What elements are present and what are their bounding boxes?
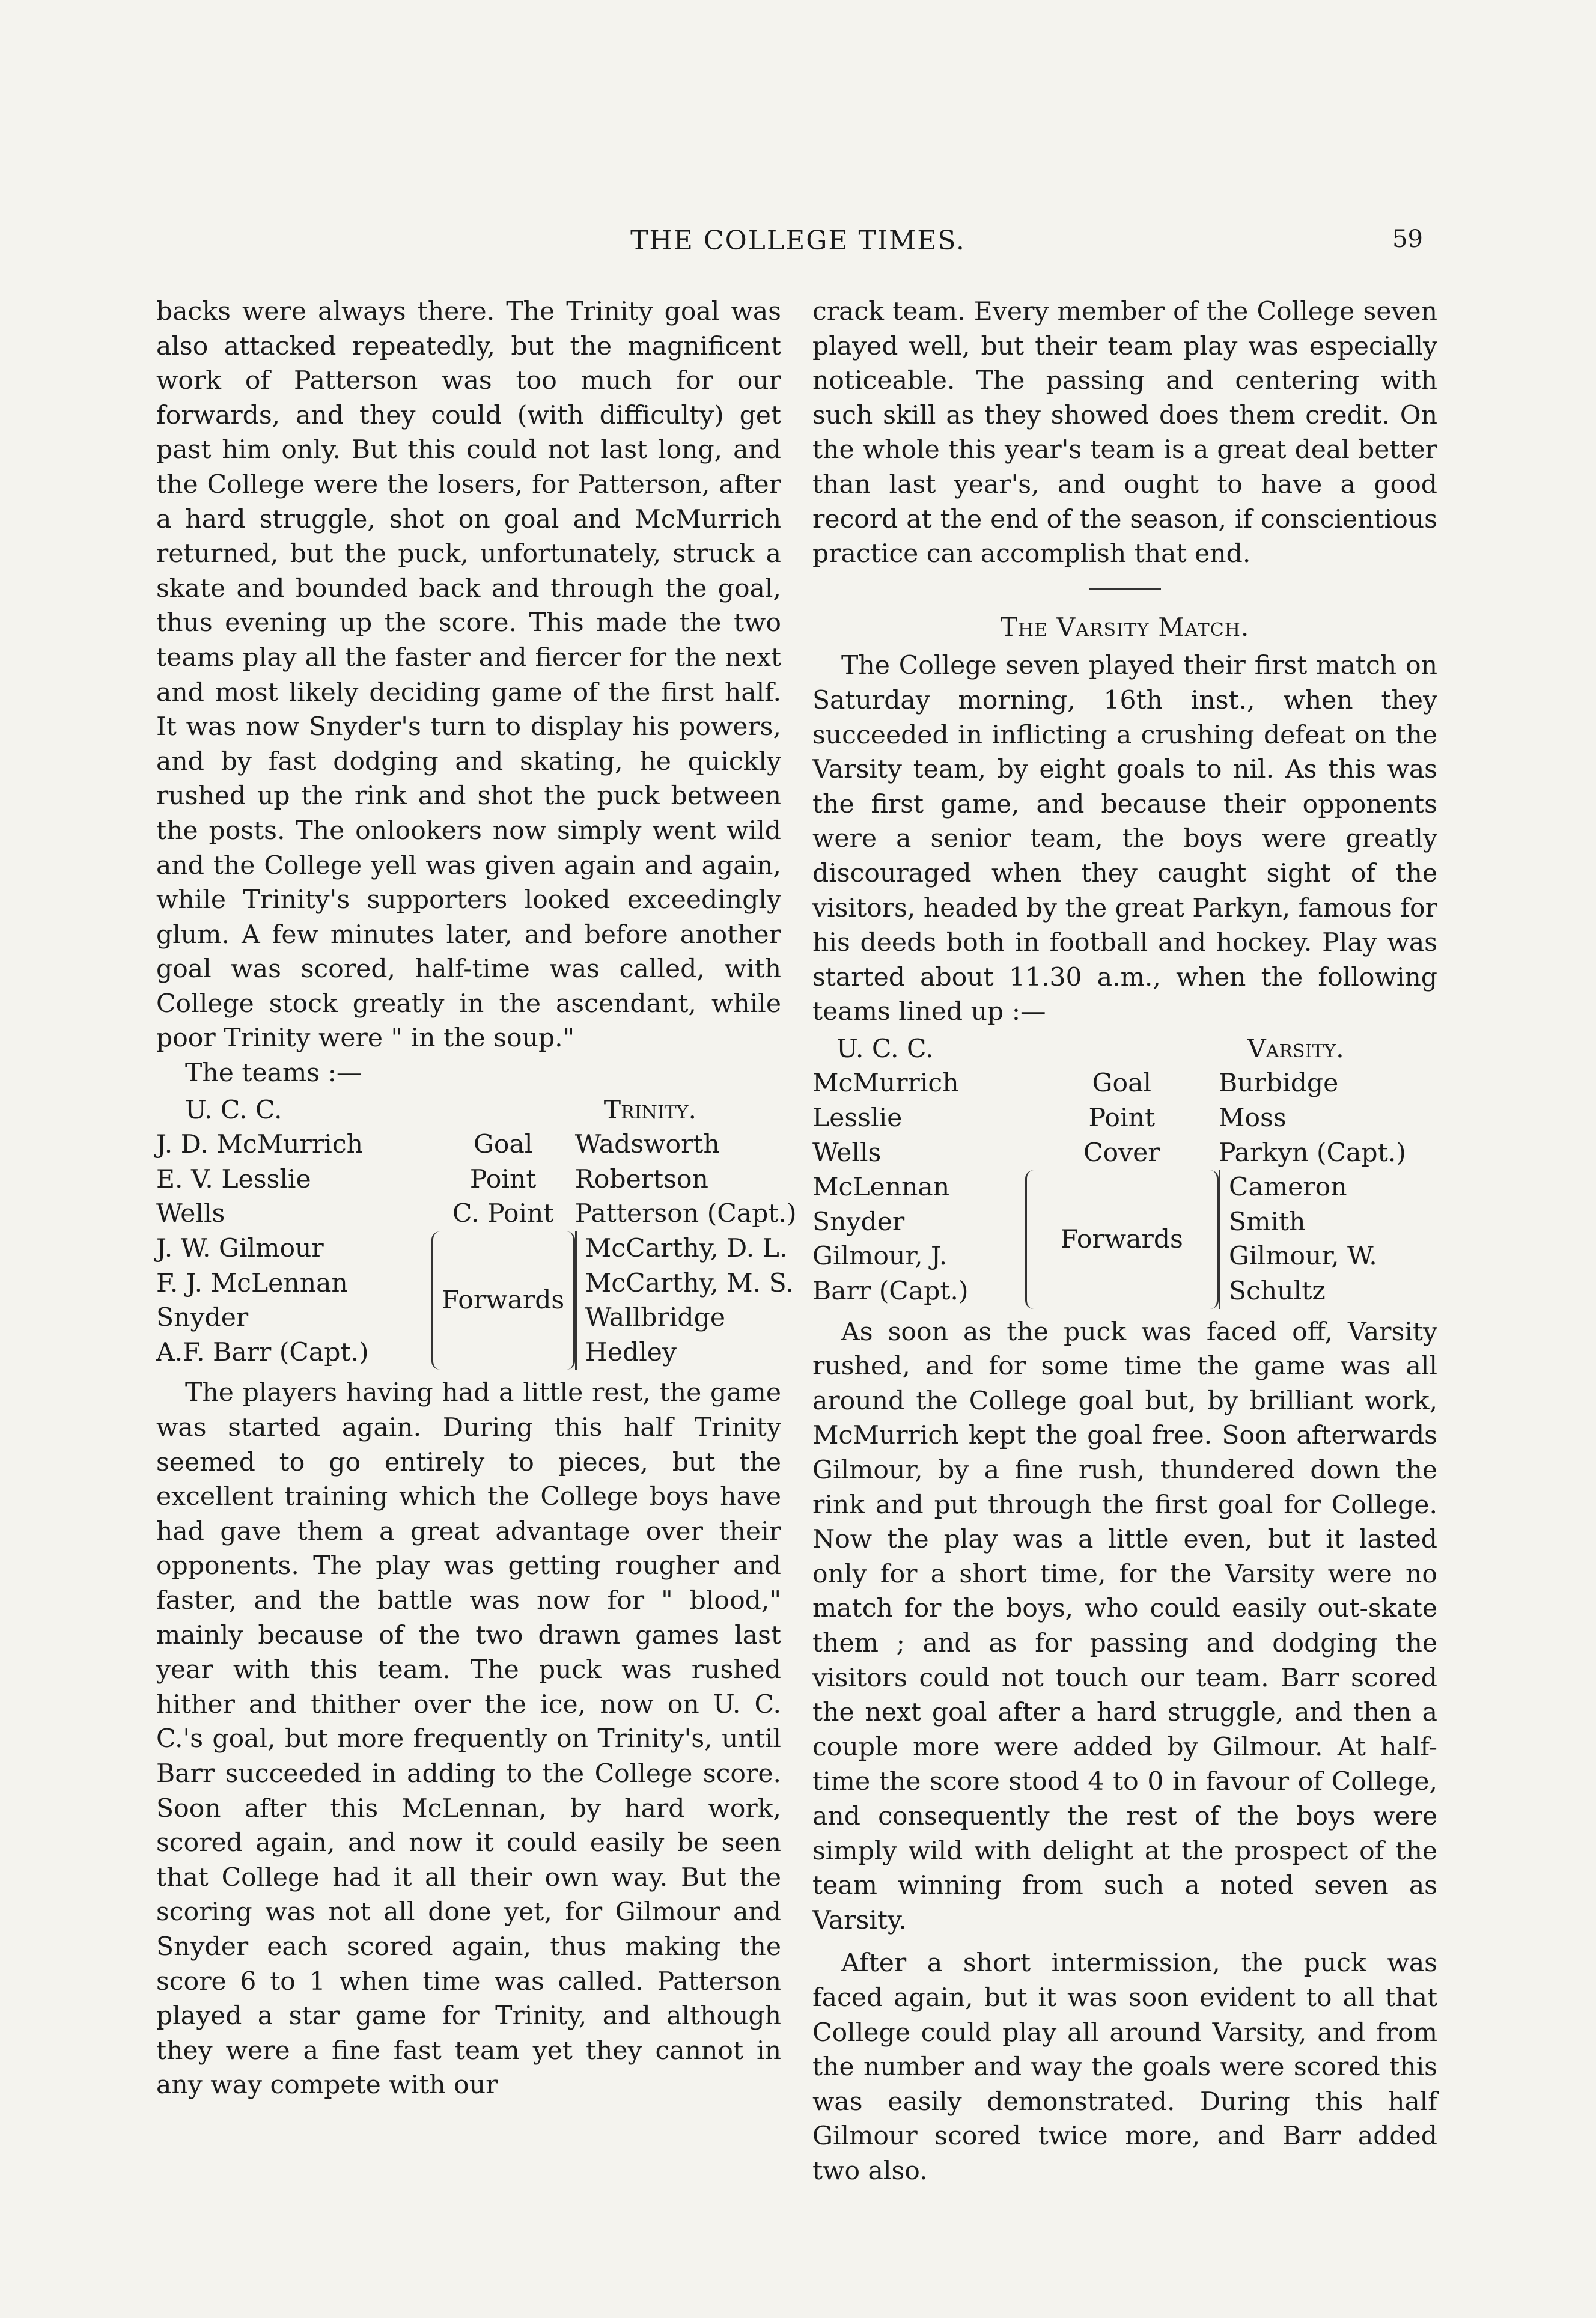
roster-home-forward: F. J. McLennan	[156, 1268, 348, 1298]
roster-home-forward: McLennan	[812, 1173, 950, 1203]
roster-position: Point	[469, 1164, 537, 1194]
roster-home-forward: Snyder	[156, 1303, 249, 1333]
roster-home-forward: Gilmour, J.	[812, 1242, 948, 1272]
roster-away-player: Moss	[1218, 1103, 1287, 1133]
roster-away-heading: Varsity.	[1247, 1034, 1344, 1064]
right-column	[812, 294, 1437, 2188]
roster-away-heading: Trinity.	[603, 1095, 696, 1125]
roster-away-forward: Hedley	[585, 1337, 677, 1367]
running-head: THE COLLEGE TIMES.	[630, 225, 966, 256]
section-heading: The Varsity Match.	[1000, 612, 1250, 642]
roster-away-forward: Cameron	[1228, 1173, 1347, 1203]
roster-away-player: Burbidge	[1218, 1069, 1339, 1099]
roster-home-forward: Snyder	[812, 1207, 905, 1237]
roster-home-forward: Barr (Capt.)	[812, 1276, 969, 1307]
roster-away-forward: Wallbridge	[585, 1303, 725, 1333]
teams-intro: The teams :—	[185, 1058, 362, 1088]
roster-away-forward: McCarthy, D. L.	[585, 1234, 788, 1264]
roster-home-player: Wells	[156, 1199, 225, 1229]
team-roster-varsity	[812, 1032, 1437, 1309]
paragraph: backs were always there. The Trinity goal was also attacked repeatedly, but the magnificent work of Patterson was too much for our forwards, and they could (with difficulty) get past him only. But this could not last long, and the College were the losers, for Patterson, after a hard struggle, shot on goal and McMurrich returned, but the puck, unfortunately, struck a skate and bounded back and through the goal, thus evening up the score. This made the two teams play all the faster and fiercer for the next and most likely deciding game of the first half. It was now Snyder's turn to display his powers, and by fast dodging and skating, he quickly rushed up the rink and shot the puck between the posts. The onlookers now simply went wild and the College yell was given again and again, while Trinity's supporters looked exceedingly glum. A few minutes later, and before another goal was scored, half-time was called, with College stock greatly in the ascendant, while poor Trinity were " in the soup."	[156, 297, 781, 1054]
team-roster-trinity	[156, 1093, 797, 1370]
paragraph: The players having had a little rest, the game was started again. During this half Trinity seemed to go entirely to pieces, but the excellent training which the College boys have had gave them a great advantage over their opponents. The play was getting rougher and faster, and the battle was now for " blood," mainly because of the two drawn games last year with this team. The puck was rushed hither and thither over the ice, now on U. C. C.'s goal, but more frequently on Trinity's, until Barr succeeded in adding to the College score. Soon after this McLennan, by hard work, scored again, and now it could easily be seen that College had it all their own way. But the scoring was not all done yet, for Gilmour and Snyder each scored again, thus making the score 6 to 1 when time was called. Patterson played a star game for Trinity, and although they were a fine fast team yet they cannot in any way compete with our	[156, 1378, 781, 2100]
paragraph: After a short intermission, the puck was faced again, but it was soon evident to all that College could play all around Varsity, and from the number and way the goals were scored this was easily demonstrated. During this half Gilmour scored twice more, and Barr added two also.	[812, 1948, 1437, 2186]
paragraph: The College seven played their first match on Saturday morning, 16th inst., when they succeeded in inflicting a crushing defeat on the Varsity team, by eight goals to nil. As this was the first game, and because their opponents were a senior team, the boys were greatly discouraged when they caught sight of the visitors, headed by the great Parkyn, famous for his deeds both in football and hockey. Play was started about 11.30 a.m., when the following teams lined up :—	[812, 651, 1437, 1027]
roster-position: Cover	[1083, 1138, 1160, 1168]
roster-home-player: Lesslie	[812, 1103, 903, 1133]
roster-position: C. Point	[452, 1199, 554, 1229]
roster-position: Goal	[1092, 1069, 1152, 1099]
roster-home-forward: J. W. Gilmour	[156, 1234, 324, 1264]
roster-home-heading: U. C. C.	[836, 1034, 934, 1064]
left-column	[156, 294, 797, 2103]
roster-away-forward: Schultz	[1228, 1276, 1326, 1307]
roster-home-player: Wells	[812, 1138, 882, 1168]
roster-away-forwards	[575, 1231, 794, 1370]
roster-away-player: Parkyn (Capt.)	[1218, 1138, 1406, 1168]
roster-home-player: J. D. McMurrich	[156, 1130, 363, 1160]
roster-home-player: E. V. Lesslie	[156, 1164, 311, 1194]
roster-away-player: Wadsworth	[574, 1130, 720, 1160]
roster-away-player: Patterson (Capt.)	[574, 1199, 797, 1229]
roster-away-forwards	[1219, 1170, 1437, 1308]
roster-away-forward: Gilmour, W.	[1228, 1242, 1377, 1272]
roster-away-player: Robertson	[574, 1164, 708, 1194]
roster-home-heading: U. C. C.	[185, 1095, 282, 1125]
paragraph: crack team. Every member of the College seven played well, but their team play was especially noticeable. The passing and centering with such skill as they showed does them credit. On the whole this year's team is a great deal better than last year's, and ought to have a good record at the end of the season, if conscientious practice can accomplish that end.	[812, 297, 1437, 569]
page-header	[0, 225, 1596, 267]
roster-home-forward: A.F. Barr (Capt.)	[156, 1337, 369, 1367]
page-number: 59	[1392, 225, 1423, 253]
roster-position: Point	[1088, 1103, 1156, 1133]
roster-position: Goal	[473, 1130, 533, 1160]
roster-home-player: McMurrich	[812, 1069, 959, 1099]
roster-forwards-label: Forwards	[431, 1231, 575, 1370]
roster-home-forwards	[156, 1231, 431, 1370]
roster-forwards-label: Forwards	[1025, 1170, 1219, 1308]
paragraph: As soon as the puck was faced off, Varsity rushed, and for some time the game was all around the College goal but, by brilliant work, McMurrich kept the goal free. Soon afterwards Gilmour, by a fine rush, thundered down the rink and put through the first goal for College. Now the play was a little even, but it lasted only for a short time, for the Varsity were no match for the boys, who could easily out-skate them ; and as for passing and dodging the visitors could not touch our team. Barr scored the next goal after a hard struggle, and then a couple more were added by Gilmour. At half-time the score stood 4 to 0 in favour of College, and consequently the rest of the boys were simply wild with delight at the prospect of the team winning from such a noted seven as Varsity.	[812, 1317, 1437, 1935]
roster-away-forward: McCarthy, M. S.	[585, 1268, 794, 1298]
roster-away-forward: Smith	[1228, 1207, 1306, 1237]
roster-home-forwards	[812, 1170, 1025, 1308]
section-divider	[1089, 588, 1161, 590]
